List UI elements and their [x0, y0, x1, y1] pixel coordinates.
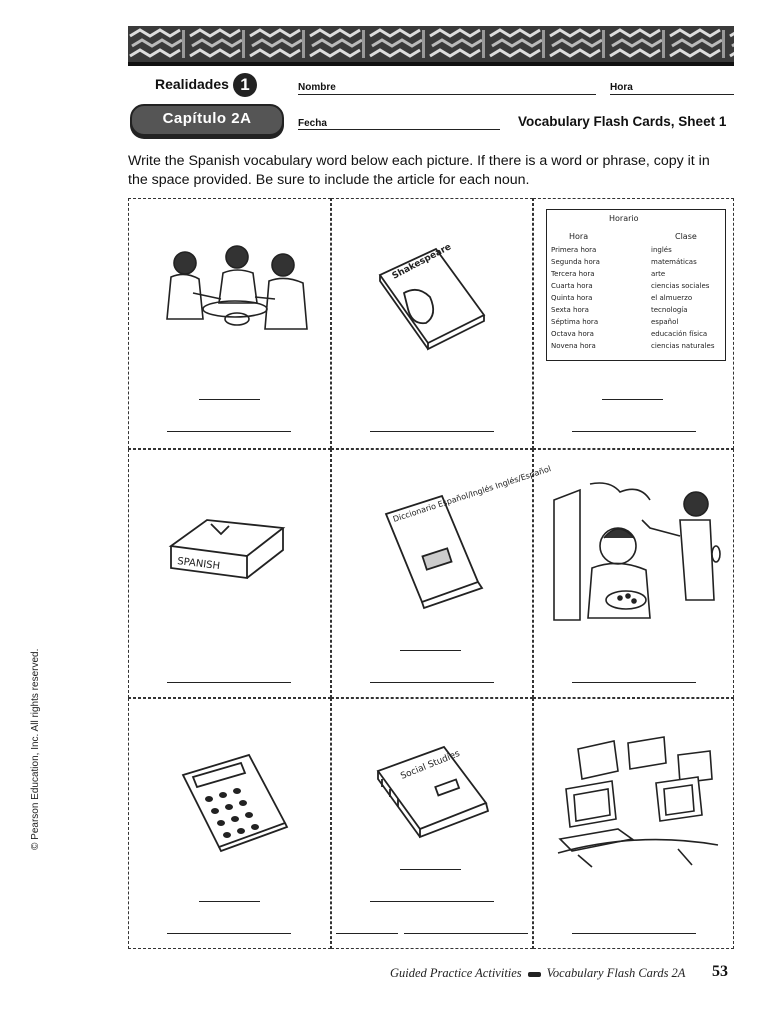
chapter-badge: Capítulo 2A	[130, 104, 284, 136]
schedule-col-class: Clase	[675, 232, 697, 241]
flash-card-computers	[533, 698, 734, 949]
footer-separator-icon	[528, 972, 541, 977]
flash-card-lunch	[128, 198, 331, 449]
answer-line-short[interactable]	[400, 650, 461, 651]
date-field[interactable]	[298, 129, 500, 130]
footer-book: Guided Practice Activities	[390, 966, 522, 980]
page-number: 53	[712, 963, 728, 980]
calculator-icon	[179, 751, 289, 851]
binder-title: Social Studies	[399, 748, 462, 782]
hour-field[interactable]	[610, 94, 734, 95]
answer-line[interactable]	[370, 431, 494, 432]
answer-line[interactable]	[572, 431, 696, 432]
banner-rule	[128, 62, 734, 66]
sheet-title: Vocabulary Flash Cards, Sheet 1	[518, 114, 727, 129]
flash-card-schedule	[533, 198, 734, 449]
answer-line-short[interactable]	[199, 901, 260, 902]
binder-icon	[374, 743, 494, 839]
series-title: Realidades	[155, 76, 229, 92]
flash-card-spanish-book	[128, 449, 331, 698]
flash-card-calculator	[128, 698, 331, 949]
name-field[interactable]	[298, 94, 596, 95]
flash-card-social-studies	[331, 698, 533, 949]
students-eating-icon	[163, 243, 309, 333]
date-label: Fecha	[298, 118, 327, 129]
class-schedule: Horario Hora Clase Primera hora inglés Segunda hora matemáticas Tercera hora arte Cuarta hora ciencias sociales Quinta hora el almuerzo Sexta hora tecnología Séptima hora español Octava hora educación física Novena hora ciencias naturales	[546, 209, 726, 361]
book-icon	[374, 242, 490, 349]
flash-card-shakespeare	[331, 198, 533, 449]
book-title: Shakespeare	[390, 242, 454, 282]
banner-pattern-icon	[128, 26, 734, 62]
hour-label: Hora	[610, 82, 633, 93]
schedule-title: Horario	[609, 214, 639, 223]
answer-line[interactable]	[370, 682, 494, 683]
answer-line[interactable]	[572, 933, 696, 934]
art-class-icon	[550, 480, 720, 622]
dictionary-icon	[382, 464, 553, 608]
answer-line[interactable]	[370, 901, 494, 902]
decorative-banner	[128, 26, 734, 62]
answer-line[interactable]	[404, 933, 528, 934]
copyright-notice: © Pearson Education, Inc. All rights reserved.	[30, 648, 41, 850]
answer-line-short[interactable]	[199, 399, 260, 400]
footer-section: Vocabulary Flash Cards 2A	[546, 966, 686, 980]
answer-line-article[interactable]	[336, 933, 398, 934]
answer-line-short[interactable]	[400, 869, 461, 870]
footer	[390, 966, 685, 981]
book-title: Diccionario Español/Inglés Inglés/Español	[391, 464, 553, 524]
spanish-book-icon	[167, 516, 287, 582]
answer-line[interactable]	[167, 431, 291, 432]
flash-card-dictionary	[331, 449, 553, 698]
name-label: Nombre	[298, 82, 336, 93]
flash-card-grid	[128, 198, 734, 949]
book-title: SPANISH	[176, 556, 221, 573]
computer-lab-icon	[558, 735, 718, 867]
flash-card-art-class	[533, 449, 734, 698]
answer-line[interactable]	[167, 682, 291, 683]
answer-line-short[interactable]	[602, 399, 663, 400]
answer-line[interactable]	[572, 682, 696, 683]
schedule-col-hour: Hora	[569, 232, 589, 241]
instructions: Write the Spanish vocabulary word below each picture. If there is a word or phrase, copy it in the space provided. Be sure to include the article for each noun.	[128, 153, 710, 188]
answer-line[interactable]	[167, 933, 291, 934]
level-badge: 1	[233, 73, 257, 97]
